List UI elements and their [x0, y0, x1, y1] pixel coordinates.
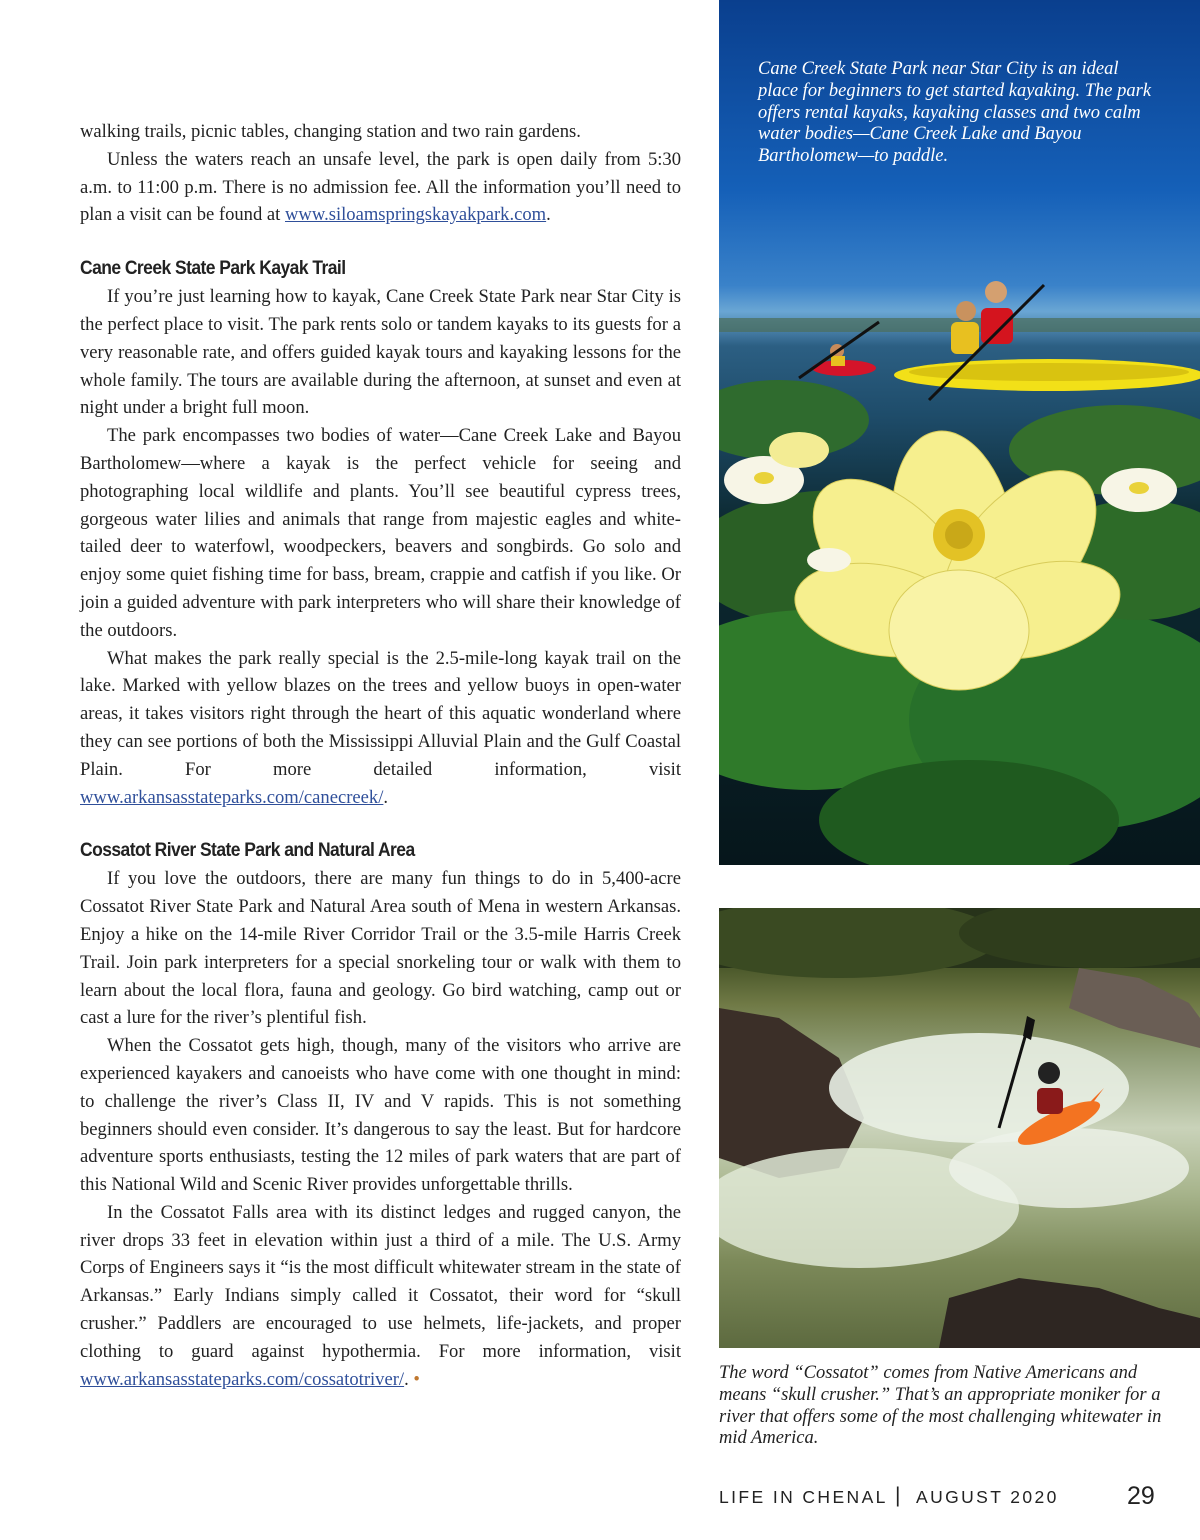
- paragraph-text: What makes the park really special is the 2.5-mile-long kayak trail on the lake. Marked with yellow blazes on the trees and yellow buoys in open-water areas, it takes visitors right through the heart of this aquatic wonderland where they can see portions of both the Mississippi Alluvial Plain and the Gulf Coastal Plain. For more detailed information, visit: [80, 647, 681, 780]
- section-heading-cossatot: Cossatot River State Park and Natural Area: [80, 840, 415, 862]
- paragraph: [80, 146, 681, 229]
- cane-creek-link[interactable]: www.arkansasstateparks.com/canecreek/: [80, 786, 384, 808]
- paragraph: If you love the outdoors, there are many fun things to do in 5,400-acre Cossatot River State Park and Natural Area south of Mena in western Arkansas. Enjoy a hike on the 14-mile River Corridor Trail or the 3.5-mile Harris Creek Trail. Join park interpreters for a special snorkeling tour or walk with them to learn about the local flora, fauna and geology. Go bird watching, camp out or cast a lure for the river’s plentiful fish.: [80, 868, 681, 1029]
- whitewater-kayak-illustration: [719, 908, 1200, 1348]
- footer-separator: |: [895, 1484, 901, 1507]
- paragraph: When the Cossatot gets high, though, many of the visitors who arrive are experienced kayakers and canoeists who have come with one thought in mind: to challenge the river’s Class II, IV and V rapids. This is not something beginners should even consider. It’s dangerous to say the least. But for hardcore adventure sports enthusiasts, testing the 12 miles of park waters that are part of this National Wild and Scenic River provides unforgettable thrills.: [80, 1035, 681, 1196]
- paragraph: [80, 645, 681, 812]
- photo-caption-cossatot: The word “Cossatot” comes from Native Americans and means “skull crusher.” That’s an appropriate moniker for a river that offers some of the most challenging whitewater in mid America.: [719, 1363, 1162, 1449]
- section-heading-cane-creek: Cane Creek State Park Kayak Trail: [80, 258, 346, 280]
- punctuation: .: [546, 204, 551, 226]
- paragraph: If you’re just learning how to kayak, Cane Creek State Park near Star City is the perfect place to visit. The park rents solo or tandem kayaks to its guests for a very reasonable rate, and offers guided kayak tours and kayaking lessons for the whole family. The tours are available during the afternoon, at sunset and even at night under a bright full moon.: [80, 286, 681, 419]
- punctuation: .: [383, 786, 389, 808]
- cossatot-whitewater-photo: [719, 908, 1200, 1348]
- page-footer: [719, 1484, 1159, 1514]
- end-mark-icon: •: [413, 1368, 420, 1390]
- paragraph: [80, 1199, 681, 1394]
- issue-date: AUGUST 2020: [916, 1487, 1059, 1507]
- article-column: [80, 118, 681, 1393]
- siloam-springs-link[interactable]: www.siloamspringskayakpark.com: [285, 204, 547, 226]
- page-number: 29: [1127, 1482, 1155, 1510]
- photo-caption-cane-creek: Cane Creek State Park near Star City is an ideal place for beginners to get started kayaking. The park offers rental kayaks, kayaking classes and two calm water bodies—Cane Creek Lake and Bayou Bartholomew—to paddle.: [758, 59, 1152, 167]
- paragraph-text: In the Cossatot Falls area with its distinct ledges and rugged canyon, the river drops 33 feet in elevation within just a third of a mile. The U.S. Army Corps of Engineers says it “is the most difficult whitewater stream in the state of Arkansas.” Early Indians simply called it Cossatot, their word for “skull crusher.” Paddlers are encouraged to use helmets, life-jackets, and proper clothing to guard against hypothermia. For more information, visit: [80, 1201, 681, 1362]
- paragraph-text: Unless the waters reach an unsafe level, the park is open daily from 5:30 a.m. to 11:00 p.m. There is no admission fee. All the information you’ll need to plan a visit can be found at: [80, 148, 681, 226]
- publication-name: LIFE IN CHENAL: [719, 1487, 888, 1507]
- paragraph: The park encompasses two bodies of water—Cane Creek Lake and Bayou Bartholomew—where a kayak is the perfect vehicle for seeing and photographing local wildlife and plants. You’ll see beautiful cypress trees, gorgeous water lilies and animals that range from majestic eagles and white-tailed deer to waterfowl, woodpeckers, beavers and songbirds. Go solo and enjoy some quiet fishing time for bass, bream, crappie and catfish if you like. Or join a guided adventure with park interpreters who will share their knowledge of the outdoors.: [80, 425, 681, 641]
- cossatot-river-link[interactable]: www.arkansasstateparks.com/cossatotriver/: [80, 1368, 405, 1390]
- punctuation: .: [404, 1368, 414, 1390]
- paragraph: walking trails, picnic tables, changing station and two rain gardens.: [80, 121, 581, 142]
